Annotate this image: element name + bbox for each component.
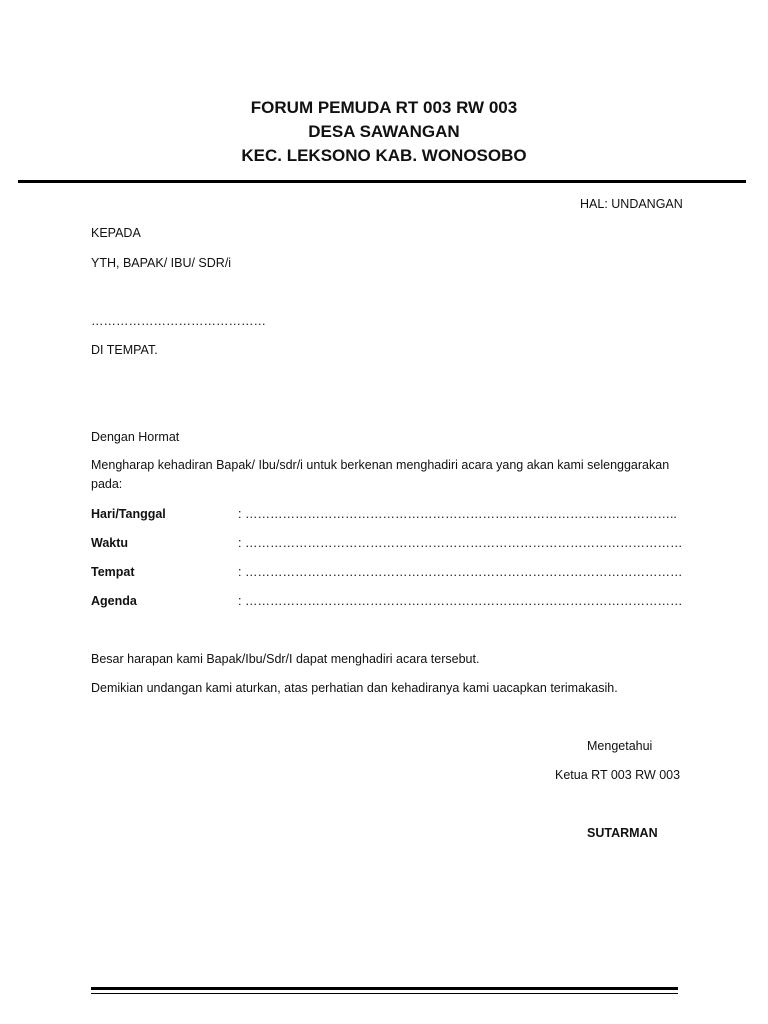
invitation-intro: Mengharap kehadiran Bapak/ Ibu/sdr/i untuk berkenan menghadiri acara yang akan kami selenggarakan pada: (91, 458, 670, 491)
letterhead-district: KEC. LEKSONO KAB. WONOSOBO (241, 146, 527, 165)
signature-acknowledged: Mengetahui (587, 739, 653, 753)
recipient-to: KEPADA (91, 226, 141, 240)
detail-value-blank: : ………………………………………………………………………………………….. (238, 507, 677, 521)
greeting: Dengan Hormat (91, 430, 180, 444)
recipient-honorific: YTH, BAPAK/ IBU/ SDR/i (91, 256, 232, 270)
detail-label: Tempat (91, 565, 135, 579)
detail-value-blank: : …………………………………………………………………………………………… (238, 565, 683, 579)
recipient-place: DI TEMPAT. (91, 343, 158, 357)
detail-label: Waktu (91, 536, 129, 550)
closing-sentence: Demikian undangan kami aturkan, atas perhatian dan kehadiranya kami uacapkan terimakasih. (91, 681, 618, 695)
letterhead-village: DESA SAWANGAN (308, 122, 460, 141)
detail-label: Agenda (91, 594, 137, 608)
footer-divider-thick (91, 987, 678, 990)
recipient-name-blank: …………………………………… (91, 314, 266, 328)
hope-sentence: Besar harapan kami Bapak/Ibu/Sdr/I dapat menghadiri acara tersebut. (91, 652, 480, 666)
subject-line: HAL: UNDANGAN (580, 197, 683, 211)
letterhead-divider (18, 180, 746, 183)
detail-value-blank: : …………………………………………………………………………………………… (238, 536, 683, 550)
detail-value-blank: : …………………………………………………………………………………………… (238, 594, 683, 608)
letterhead-organization: FORUM PEMUDA RT 003 RW 003 (250, 98, 518, 117)
detail-label: Hari/Tanggal (91, 507, 166, 521)
letterhead (0, 96, 768, 168)
footer-divider-thin (91, 993, 678, 994)
signature-title: Ketua RT 003 RW 003 (555, 768, 681, 782)
signature-name: SUTARMAN (587, 826, 658, 840)
